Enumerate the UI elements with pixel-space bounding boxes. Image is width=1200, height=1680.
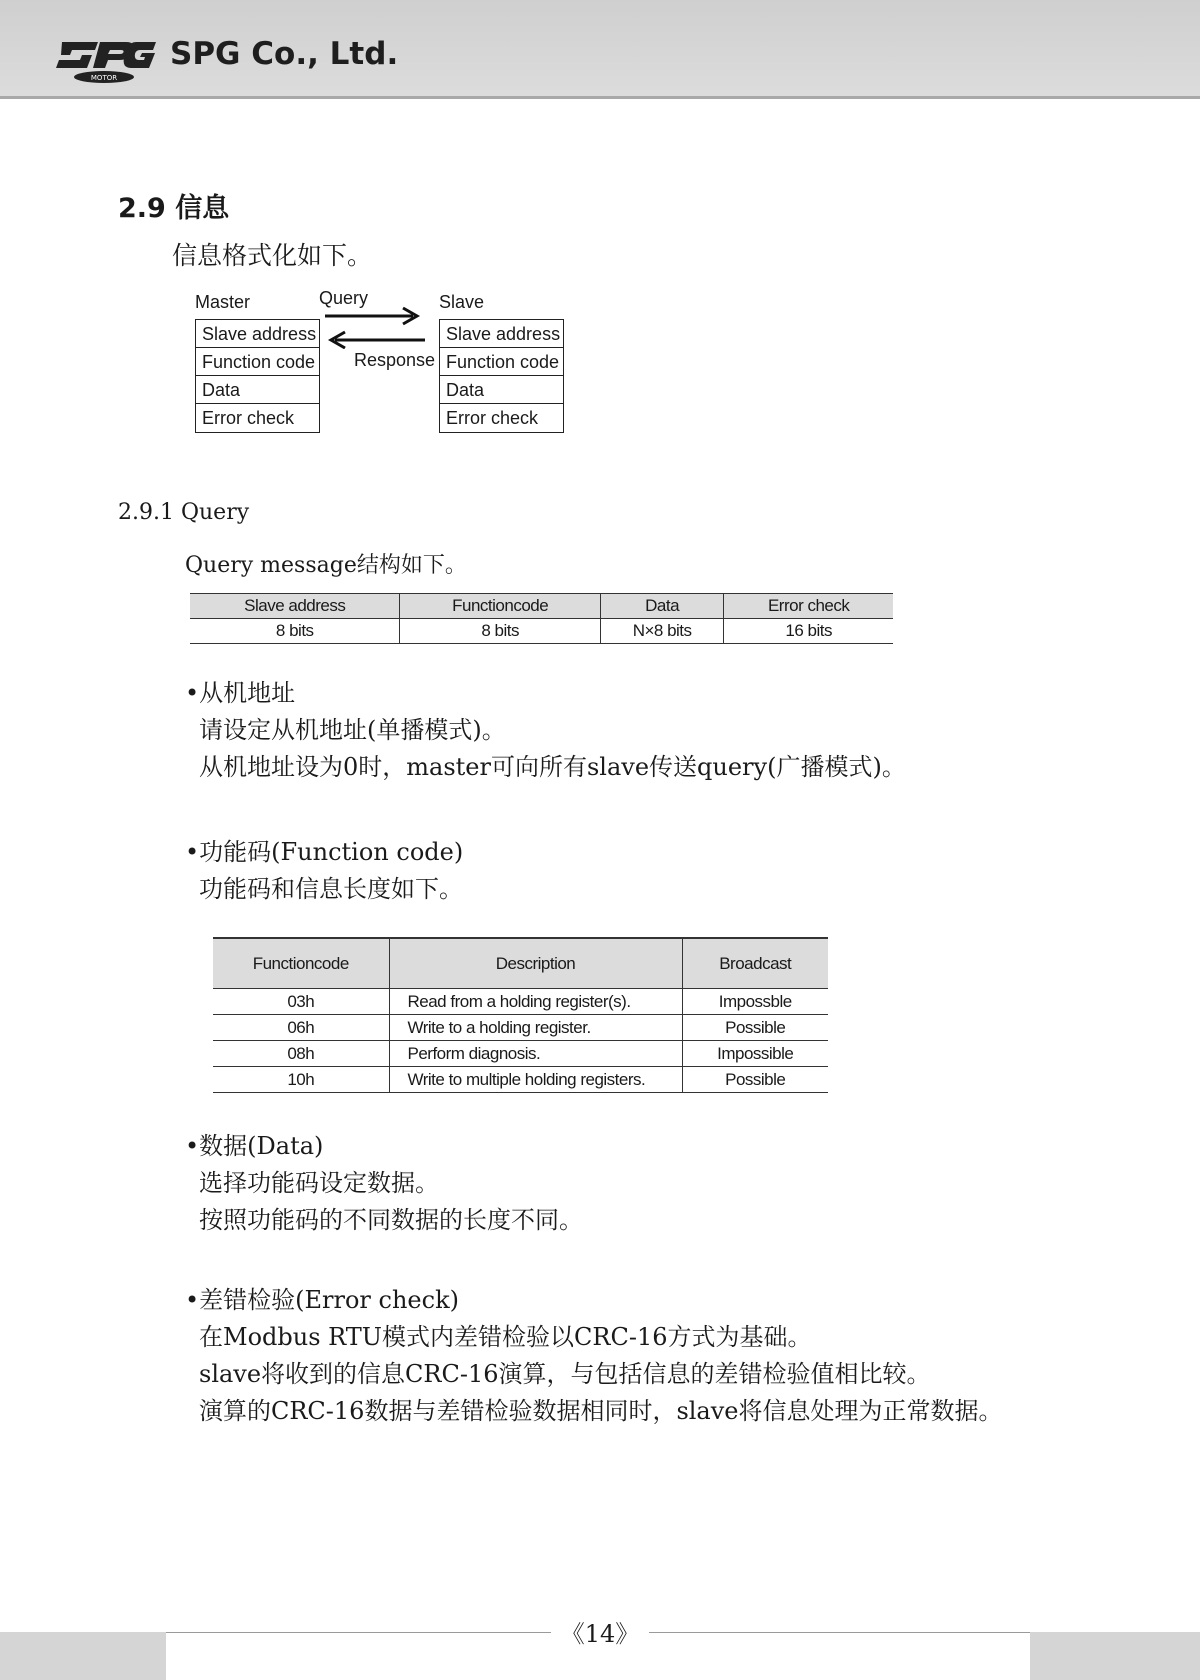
slave-field-function-code: Function code bbox=[440, 348, 563, 376]
page-header bbox=[0, 0, 1200, 99]
table-header: Functioncode bbox=[213, 938, 389, 989]
body-line: 功能码和信息长度如下。 bbox=[199, 875, 463, 903]
body-line: 按照功能码的不同数据的长度不同。 bbox=[199, 1206, 583, 1234]
body-line: 在Modbus RTU模式内差错检验以CRC-16方式为基础。 bbox=[199, 1323, 812, 1351]
master-message-box bbox=[195, 319, 320, 433]
page-number: 《14》 bbox=[551, 1620, 650, 1648]
table-header: Slave address bbox=[190, 594, 400, 619]
table-cell: 03h bbox=[213, 989, 389, 1015]
table-row bbox=[213, 1067, 828, 1093]
subsection-intro: Query message结构如下。 bbox=[185, 553, 467, 578]
bullet-icon: • bbox=[185, 838, 200, 866]
error-check-section bbox=[185, 1282, 1003, 1430]
table-header: Error check bbox=[724, 594, 893, 619]
subsection-title: 2.9.1 Query bbox=[118, 500, 250, 525]
table-cell: Possible bbox=[682, 1067, 828, 1093]
table-cell: 10h bbox=[213, 1067, 389, 1093]
table-row bbox=[213, 1015, 828, 1041]
body-line: slave将收到的信息CRC-16演算，与包括信息的差错检验值相比较。 bbox=[199, 1360, 931, 1388]
master-field-function-code: Function code bbox=[196, 348, 319, 376]
query-response-arrows-icon bbox=[325, 305, 425, 349]
bullet-heading: 差错检验(Error check) bbox=[199, 1286, 459, 1314]
query-label: Query bbox=[319, 288, 369, 308]
table-cell: N×8 bits bbox=[600, 619, 724, 644]
spg-logo-icon bbox=[56, 38, 156, 84]
function-code-table bbox=[213, 937, 828, 1093]
company-name: SPG Co., Ltd. bbox=[170, 36, 399, 72]
table-cell: Impossible bbox=[682, 1041, 828, 1067]
slave-message-box bbox=[439, 319, 564, 433]
svg-text:MOTOR: MOTOR bbox=[90, 74, 118, 82]
master-field-slave-address: Slave address bbox=[196, 320, 319, 348]
table-cell: 8 bits bbox=[190, 619, 400, 644]
data-section bbox=[185, 1128, 583, 1239]
table-cell: Write to a holding register. bbox=[389, 1015, 682, 1041]
bullet-icon: • bbox=[185, 1286, 200, 1314]
table-cell: Write to multiple holding registers. bbox=[389, 1067, 682, 1093]
table-header: Description bbox=[389, 938, 682, 989]
response-label: Response bbox=[354, 350, 436, 370]
body-line: 请设定从机地址(单播模式)。 bbox=[199, 716, 506, 744]
slave-label: Slave bbox=[439, 292, 485, 312]
body-line: 选择功能码设定数据。 bbox=[199, 1169, 439, 1197]
message-flow-diagram bbox=[190, 282, 580, 442]
slave-field-slave-address: Slave address bbox=[440, 320, 563, 348]
table-header: Data bbox=[600, 594, 724, 619]
body-line: 演算的CRC-16数据与差错检验数据相同时，slave将信息处理为正常数据。 bbox=[199, 1397, 1003, 1425]
bullet-heading: 功能码(Function code) bbox=[199, 838, 464, 866]
table-cell: 16 bits bbox=[724, 619, 893, 644]
master-label: Master bbox=[195, 292, 251, 312]
table-cell: Read from a holding register(s). bbox=[389, 989, 682, 1015]
table-header: Functioncode bbox=[400, 594, 600, 619]
function-code-section bbox=[185, 834, 464, 908]
table-header: Broadcast bbox=[682, 938, 828, 989]
master-field-error-check: Error check bbox=[202, 408, 295, 428]
table-cell: Impossble bbox=[682, 989, 828, 1015]
bullet-icon: • bbox=[185, 1132, 200, 1160]
table-row bbox=[213, 989, 828, 1015]
section-intro: 信息格式化如下。 bbox=[172, 241, 373, 270]
slave-address-section bbox=[185, 675, 906, 786]
master-field-data: Data bbox=[196, 376, 319, 404]
slave-field-error-check: Error check bbox=[446, 408, 539, 428]
page-number-wrap bbox=[0, 1614, 1200, 1649]
table-cell: 8 bits bbox=[400, 619, 600, 644]
bullet-heading: 数据(Data) bbox=[199, 1132, 324, 1160]
bullet-heading: 从机地址 bbox=[199, 679, 296, 707]
query-structure-table bbox=[190, 593, 893, 644]
table-cell: 06h bbox=[213, 1015, 389, 1041]
table-cell: 08h bbox=[213, 1041, 389, 1067]
body-line: 从机地址设为0时，master可向所有slave传送query(广播模式)。 bbox=[199, 753, 906, 781]
table-row bbox=[213, 1041, 828, 1067]
table-cell: Perform diagnosis. bbox=[389, 1041, 682, 1067]
slave-field-data: Data bbox=[440, 376, 563, 404]
section-title: 2.9 信息 bbox=[118, 193, 230, 224]
bullet-icon: • bbox=[185, 679, 200, 707]
table-cell: Possible bbox=[682, 1015, 828, 1041]
